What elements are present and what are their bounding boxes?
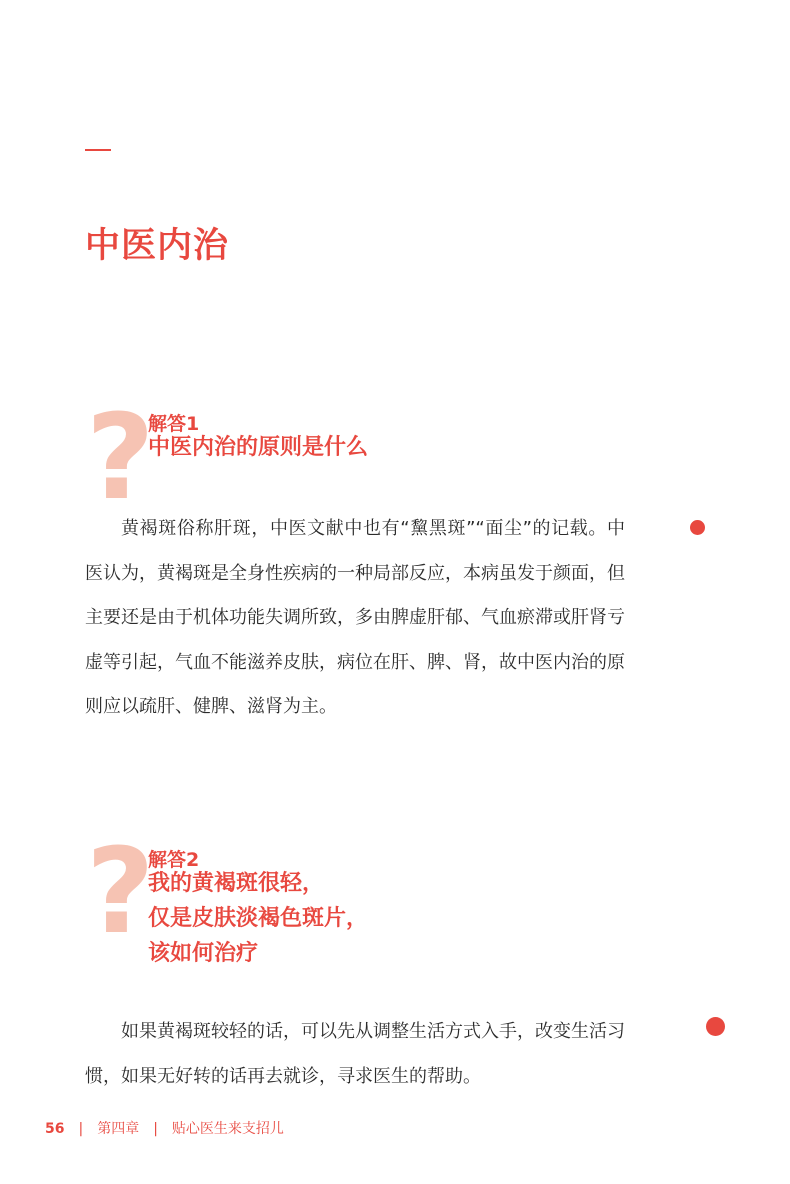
question-title-line: 仅是皮肤淡褐色斑片， bbox=[148, 906, 369, 931]
book-section-label: 贴心医生来支招儿 bbox=[171, 1121, 284, 1137]
decorative-dot bbox=[690, 520, 705, 535]
page-number: 56 bbox=[45, 1121, 65, 1137]
footer-separator: | bbox=[78, 1121, 84, 1137]
question-title-line: 该如何治疗 bbox=[148, 941, 259, 966]
decorative-dash bbox=[85, 149, 111, 151]
answer-paragraph: 黄褐斑俗称肝斑，中医文献中也有“黧黑斑”“面尘”的记载。中医认为，黄褐斑是全身性疾病的一种局部反应，本病虽发于颜面，但主要还是由于机体功能失调所致，多由脾虚肝郁、气血瘀滞或肝肾亏虚等引起，气血不能滋养皮肤，病位在肝、脾、肾，故中医内治的原则应以疏肝、健脾、滋肾为主。 bbox=[85, 518, 625, 717]
question-title bbox=[148, 430, 368, 465]
question-title bbox=[148, 866, 368, 971]
decorative-dot bbox=[706, 1017, 725, 1036]
footer-separator: | bbox=[153, 1121, 158, 1137]
question-title-line: 中医内治的原则是什么 bbox=[148, 435, 369, 460]
question-mark-icon: ? bbox=[86, 822, 155, 960]
page-footer bbox=[45, 1118, 284, 1138]
answer-label: 解答2 bbox=[148, 849, 200, 871]
question-title-line: 我的黄褐斑很轻， bbox=[148, 871, 325, 896]
answer-label: 解答1 bbox=[148, 413, 200, 435]
question-mark-icon: ? bbox=[86, 388, 155, 526]
answer-paragraph: 如果黄褐斑较轻的话，可以先从调整生活方式入手，改变生活习惯，如果无好转的话再去就诊，寻求医生的帮助。 bbox=[85, 1021, 625, 1087]
chapter-label: 第四章 bbox=[97, 1121, 140, 1137]
section-title: 中医内治 bbox=[85, 226, 230, 266]
